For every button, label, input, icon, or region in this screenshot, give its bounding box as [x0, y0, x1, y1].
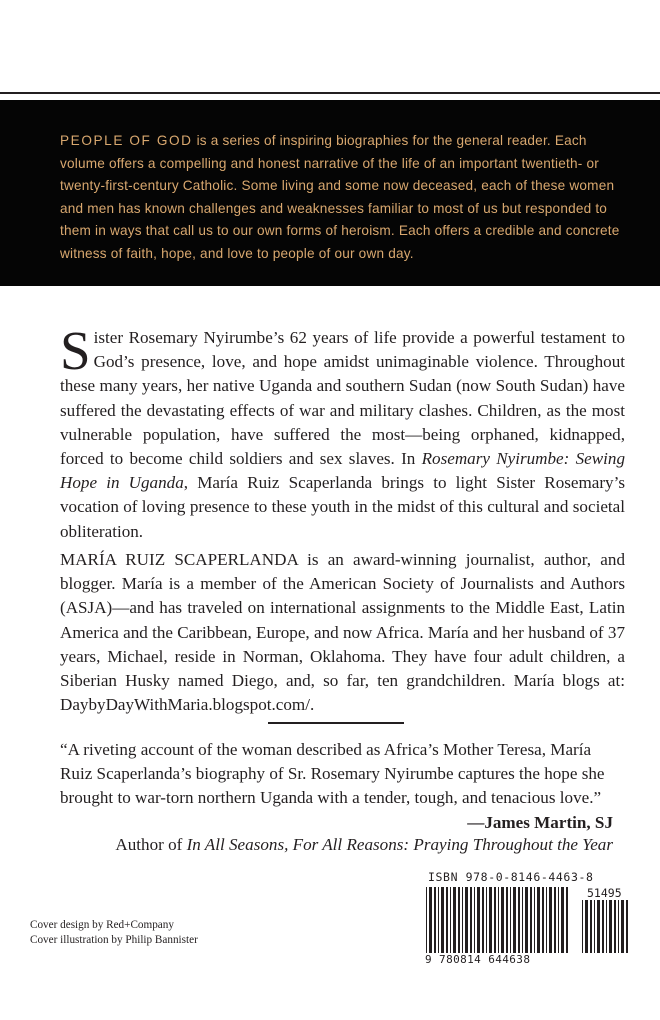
barcode-bar — [486, 887, 487, 953]
endorsement-credit — [60, 833, 613, 857]
barcode-bar — [482, 887, 484, 953]
endorsement-source: —James Martin, SJ — [467, 813, 613, 832]
barcode-bar — [558, 887, 559, 953]
book-summary — [60, 320, 626, 544]
barcode-bar — [513, 887, 516, 953]
barcode-bar — [470, 887, 472, 953]
barcode-bar — [506, 887, 508, 953]
barcode-bar — [462, 887, 463, 953]
series-description-text: is a series of inspiring biographies for the general reader. Each volume offers a compelling and honest narrative of the life of an important twentieth- or twenty-first-century Catholic. Some living and some now deceased, each of these women and men has known challenges and weaknesses familiar to most of us but responded to them in ways that call us to our own forms of heroism. Each offers a credible and concrete witness of faith, hope, and love to people of our own day. — [60, 133, 620, 261]
barcode-bar — [429, 887, 432, 953]
barcode-bar — [561, 887, 564, 953]
barcode-bar — [590, 900, 592, 953]
barcode-bar — [609, 900, 612, 953]
summary-text-2: , María Ruiz Scaperlanda brings to light Sister Rosemary’s vocation of loving presence to these youth in the midst of this cultural and societal obliteration. — [60, 473, 626, 541]
barcode-bar — [474, 887, 475, 953]
barcode-bar — [530, 887, 532, 953]
barcode-bar — [582, 900, 583, 953]
series-name: PEOPLE OF GOD — [60, 133, 193, 148]
barcode-bar — [446, 887, 448, 953]
barcode-bar — [554, 887, 556, 953]
barcode-bar — [501, 887, 504, 953]
endorsement-quote: “A riveting account of the woman described as Africa’s Mother Teresa, María Ruiz Scaperlanda’s biography of Sr. Rosemary Nyirumbe captures the hope she brought to war-torn northern Uganda with a tender, tough, and tenacious love.” — [60, 740, 605, 808]
barcode-bar — [626, 900, 628, 953]
summary-text-1: ister Rosemary Nyirumbe’s 62 years of life provide a powerful testament to God’s presence, love, and hope amidst unimaginable violence. Throughout these many years, her native Uganda and southern Sudan (now South Sudan) have suffered the devastating effects of war and military clashes. Children, as the most vulnerable population, have suffered the most—being orphaned, kidnapped, forced to become child soldiers and sex slaves. In — [60, 328, 625, 469]
drop-cap: S — [60, 320, 91, 381]
price-code: 51495 — [587, 886, 622, 900]
barcode-bar — [542, 887, 544, 953]
barcode-bar — [602, 900, 604, 953]
barcode-bar — [566, 887, 568, 953]
barcode-bar — [426, 887, 427, 953]
barcode-bar — [494, 887, 496, 953]
barcode-bar — [549, 887, 552, 953]
barcode-bar — [489, 887, 492, 953]
barcode-bar — [594, 900, 595, 953]
book-title: Rosemary Nyirumbe: Sewing Hope in Uganda — [60, 449, 625, 493]
barcode-bar — [477, 887, 480, 953]
author-bio: MARÍA RUIZ SCAPERLANDA is an award-winning journalist, author, and blogger. María is a member of the American Society of Journalists and Authors (ASJA)—and has traveled on international assignments to the Middle East, Latin America and the Caribbean, Europe, and now Africa. María and her husband of 37 years, Michael, reside in Norman, Oklahoma. They have four adult children, a Siberian Husky named Diego, and, so far, ten grandchildren. María blogs at: DaybyDayWithMaria.blogspot.com/. — [60, 550, 625, 715]
barcode-bar — [453, 887, 456, 953]
barcode-bar — [465, 887, 468, 953]
barcode-bar — [498, 887, 499, 953]
barcode-bar — [614, 900, 616, 953]
section-divider — [268, 722, 404, 724]
price-barcode — [581, 900, 629, 953]
barcode-bar — [458, 887, 460, 953]
barcode-bar — [546, 887, 547, 953]
barcode-bar — [522, 887, 523, 953]
isbn-label: ISBN 978-0-8146-4463-8 — [428, 870, 594, 884]
series-description — [60, 130, 628, 266]
barcode-bar — [621, 900, 624, 953]
barcode-bar — [438, 887, 439, 953]
barcode-bar — [534, 887, 535, 953]
barcode-bar — [450, 887, 451, 953]
barcode-bar — [434, 887, 436, 953]
barcode-bar — [510, 887, 511, 953]
barcode-bar — [606, 900, 607, 953]
cover-credits — [30, 918, 330, 948]
top-rule — [0, 92, 660, 94]
barcode-bar — [597, 900, 600, 953]
isbn-barcode — [425, 887, 571, 953]
barcode-bar — [585, 900, 588, 953]
barcode-bar — [441, 887, 444, 953]
cover-illustration-credit: Cover illustration by Philip Bannister — [30, 934, 198, 946]
barcode-bar — [618, 900, 619, 953]
barcode-digits: 9 780814 644638 — [425, 953, 531, 966]
barcode-bar — [518, 887, 520, 953]
credit-book-title: In All Seasons, For All Reasons: Praying Throughout the Year — [186, 835, 613, 854]
cover-design-credit: Cover design by Red+Company — [30, 919, 174, 931]
credit-prefix: Author of — [115, 835, 187, 854]
barcode-bar — [525, 887, 528, 953]
barcode-bar — [537, 887, 540, 953]
